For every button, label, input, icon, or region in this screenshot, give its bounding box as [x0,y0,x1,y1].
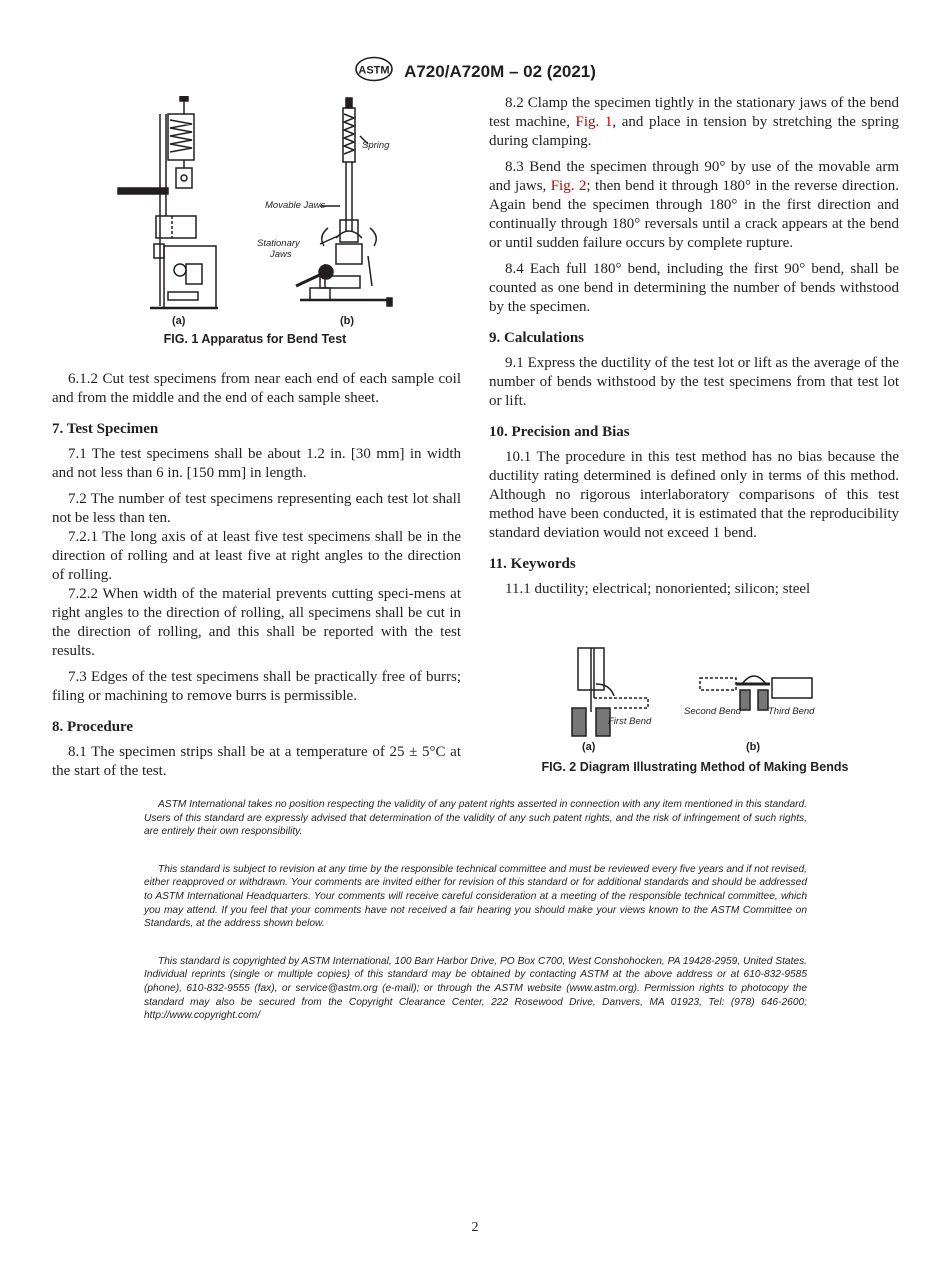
figure-2-label-b: (b) [746,741,761,753]
paragraph-11-1: 11.1 ductility; electrical; nonoriented; silicon; steel [505,581,811,597]
paragraph-7-3: 7.3 Edges of the test specimens shall be practically free of burrs; filing or machining to remove burrs is permissible. [52,669,461,704]
figure-2-link[interactable]: Fig. 2 [550,178,587,194]
paragraph-8-3-text-b: ; then bend it through 180° in the reverse direction. Again bend the specimen through 180° in the first direction and continually through 180° reversals until a crack appears at the bend or until sudden failure occurs by complete rupture. [489,178,900,251]
page-number: 2 [471,1220,479,1235]
apparatus-a-drawing [118,96,218,308]
paragraph-7-2-1: 7.2.1 The long axis of at least five test specimens shall be in the direction of rolling and at least five at right angles to the direction of rolling. [52,529,461,583]
paragraph-8-3-text-a: 8.3 Bend the specimen through 90° by use of the movable arm and jaws, [489,159,899,194]
paragraph-8-1: 8.1 The specimen strips shall be at a temperature of 25 ± 5°C at the start of the test. [52,744,461,779]
left-column [52,370,461,788]
stationary-jaws-callout-line-2: Jaws [270,249,292,260]
paragraph-10-1: 10.1 The procedure in this test method has no bias because the ductility rating determined is defined only in terms of this method. Although no rigorous interlaboratory comparisons of this test method have been conducted, it is estimated that the reproducibility standard deviation would not exceed 1 bend. [489,449,899,541]
spring-callout: Spring [362,140,390,151]
copyright-notice: This standard is copyrighted by ASTM International, 100 Barr Harbor Drive, PO Box C700, West Conshohocken, PA 19428-2959, United States. Individual reprints (single or multiple copies) of this standard may be obtained by contacting ASTM at the above address or at 610-832-9585 (phone), 610-832-9555 (fax), or service@astm.org (e-mail); or through the ASTM website (www.astm.org). Permission rights to photocopy the standard may also be secured from the Copyright Clearance Center, 222 Rosewood Drive, Danvers, MA 01923, Tel: (978) 646-2600; http://www.copyright.com/ [144,955,807,1022]
paragraph-6-1-2: 6.1.2 Cut test specimens from near each end of each sample coil and from the middle and the end of each sample sheet. [52,371,461,406]
figure-1-illustration [110,96,410,332]
paragraph-7-2-2: 7.2.2 When width of the material prevents cutting speci-mens at right angles to the direction of rolling, all specimens shall be cut in the direction of rolling, and this shall be reported with the test results. [52,586,461,659]
section-7-heading: 7. Test Specimen [52,421,159,437]
revision-notice: This standard is subject to revision at any time by the responsible technical committee and must be reviewed every five years and if not revised, either reapproved or withdrawn. Your comments are invited either for revision of this standard or for additional standards and should be addressed to ASTM International Headquarters. Your comments will receive careful consideration at a meeting of the responsible technical committee, which you may attend. If you feel that your comments have not received a fair hearing you should make your views known to the ASTM Committee on Standards, at the address shown below. [144,863,807,930]
right-column [489,94,899,606]
paragraph-8-2-text-a: 8.2 Clamp the specimen tightly in the stationary jaws of the bend test machine, [489,95,899,130]
paragraph-8-4: 8.4 Each full 180° bend, including the first 90° bend, shall be counted as one bend in determining the number of bends withstood by the specimen. [489,261,899,315]
astm-logo-text: ASTM [358,64,390,77]
section-11-heading: 11. Keywords [489,556,576,572]
figure-2-illustration [560,644,830,756]
first-bend-label: First Bend [608,716,652,727]
paragraph-8-3 [489,158,899,253]
section-9-heading: 9. Calculations [489,330,585,346]
movable-jaws-callout: Movable Jaws [265,200,326,211]
patent-notice: ASTM International takes no position respecting the validity of any patent rights asserted in connection with any item mentioned in this standard. Users of this standard are expressly advised that determination of the validity of any such patent rights, and the risk of infringement of such rights, are entirely their own responsibility. [144,799,807,838]
document-designation: A720/A720M – 02 (2021) [404,61,596,81]
section-10-heading: 10. Precision and Bias [489,424,630,440]
bend-b-drawing [700,676,812,710]
paragraph-9-1: 9.1 Express the ductility of the test lot or lift as the average of the number of bends withstood by the test specimens from that test lot or lift. [489,355,899,409]
figure-2-caption: FIG. 2 Diagram Illustrating Method of Making Bends [541,760,849,774]
figure-1-label-a: (a) [172,315,186,327]
figure-1-label-b: (b) [340,315,355,327]
paragraph-7-1: 7.1 The test specimens shall be about 1.2 in. [30 mm] in width and not less than 6 in. [150 mm] in length. [52,446,461,481]
page-header [0,56,950,87]
stationary-jaws-callout-line-1: Stationary [257,238,300,249]
figure-2-label-a: (a) [582,741,596,753]
third-bend-label: Third Bend [768,706,815,717]
figure-1-link[interactable]: Fig. 1 [575,114,613,130]
paragraph-8-2 [489,94,899,151]
figure-1-caption: FIG. 1 Apparatus for Bend Test [163,332,347,346]
section-8-heading: 8. Procedure [52,719,134,735]
paragraph-7-2: 7.2 The number of test specimens representing each test lot shall not be less than ten. [52,491,461,526]
astm-logo [354,56,394,87]
second-bend-label: Second Bend [684,706,742,717]
paragraph-8-2-text-b: , and place in tension by stretching the spring during clamping. [489,114,900,149]
legal-notes [144,798,807,1047]
